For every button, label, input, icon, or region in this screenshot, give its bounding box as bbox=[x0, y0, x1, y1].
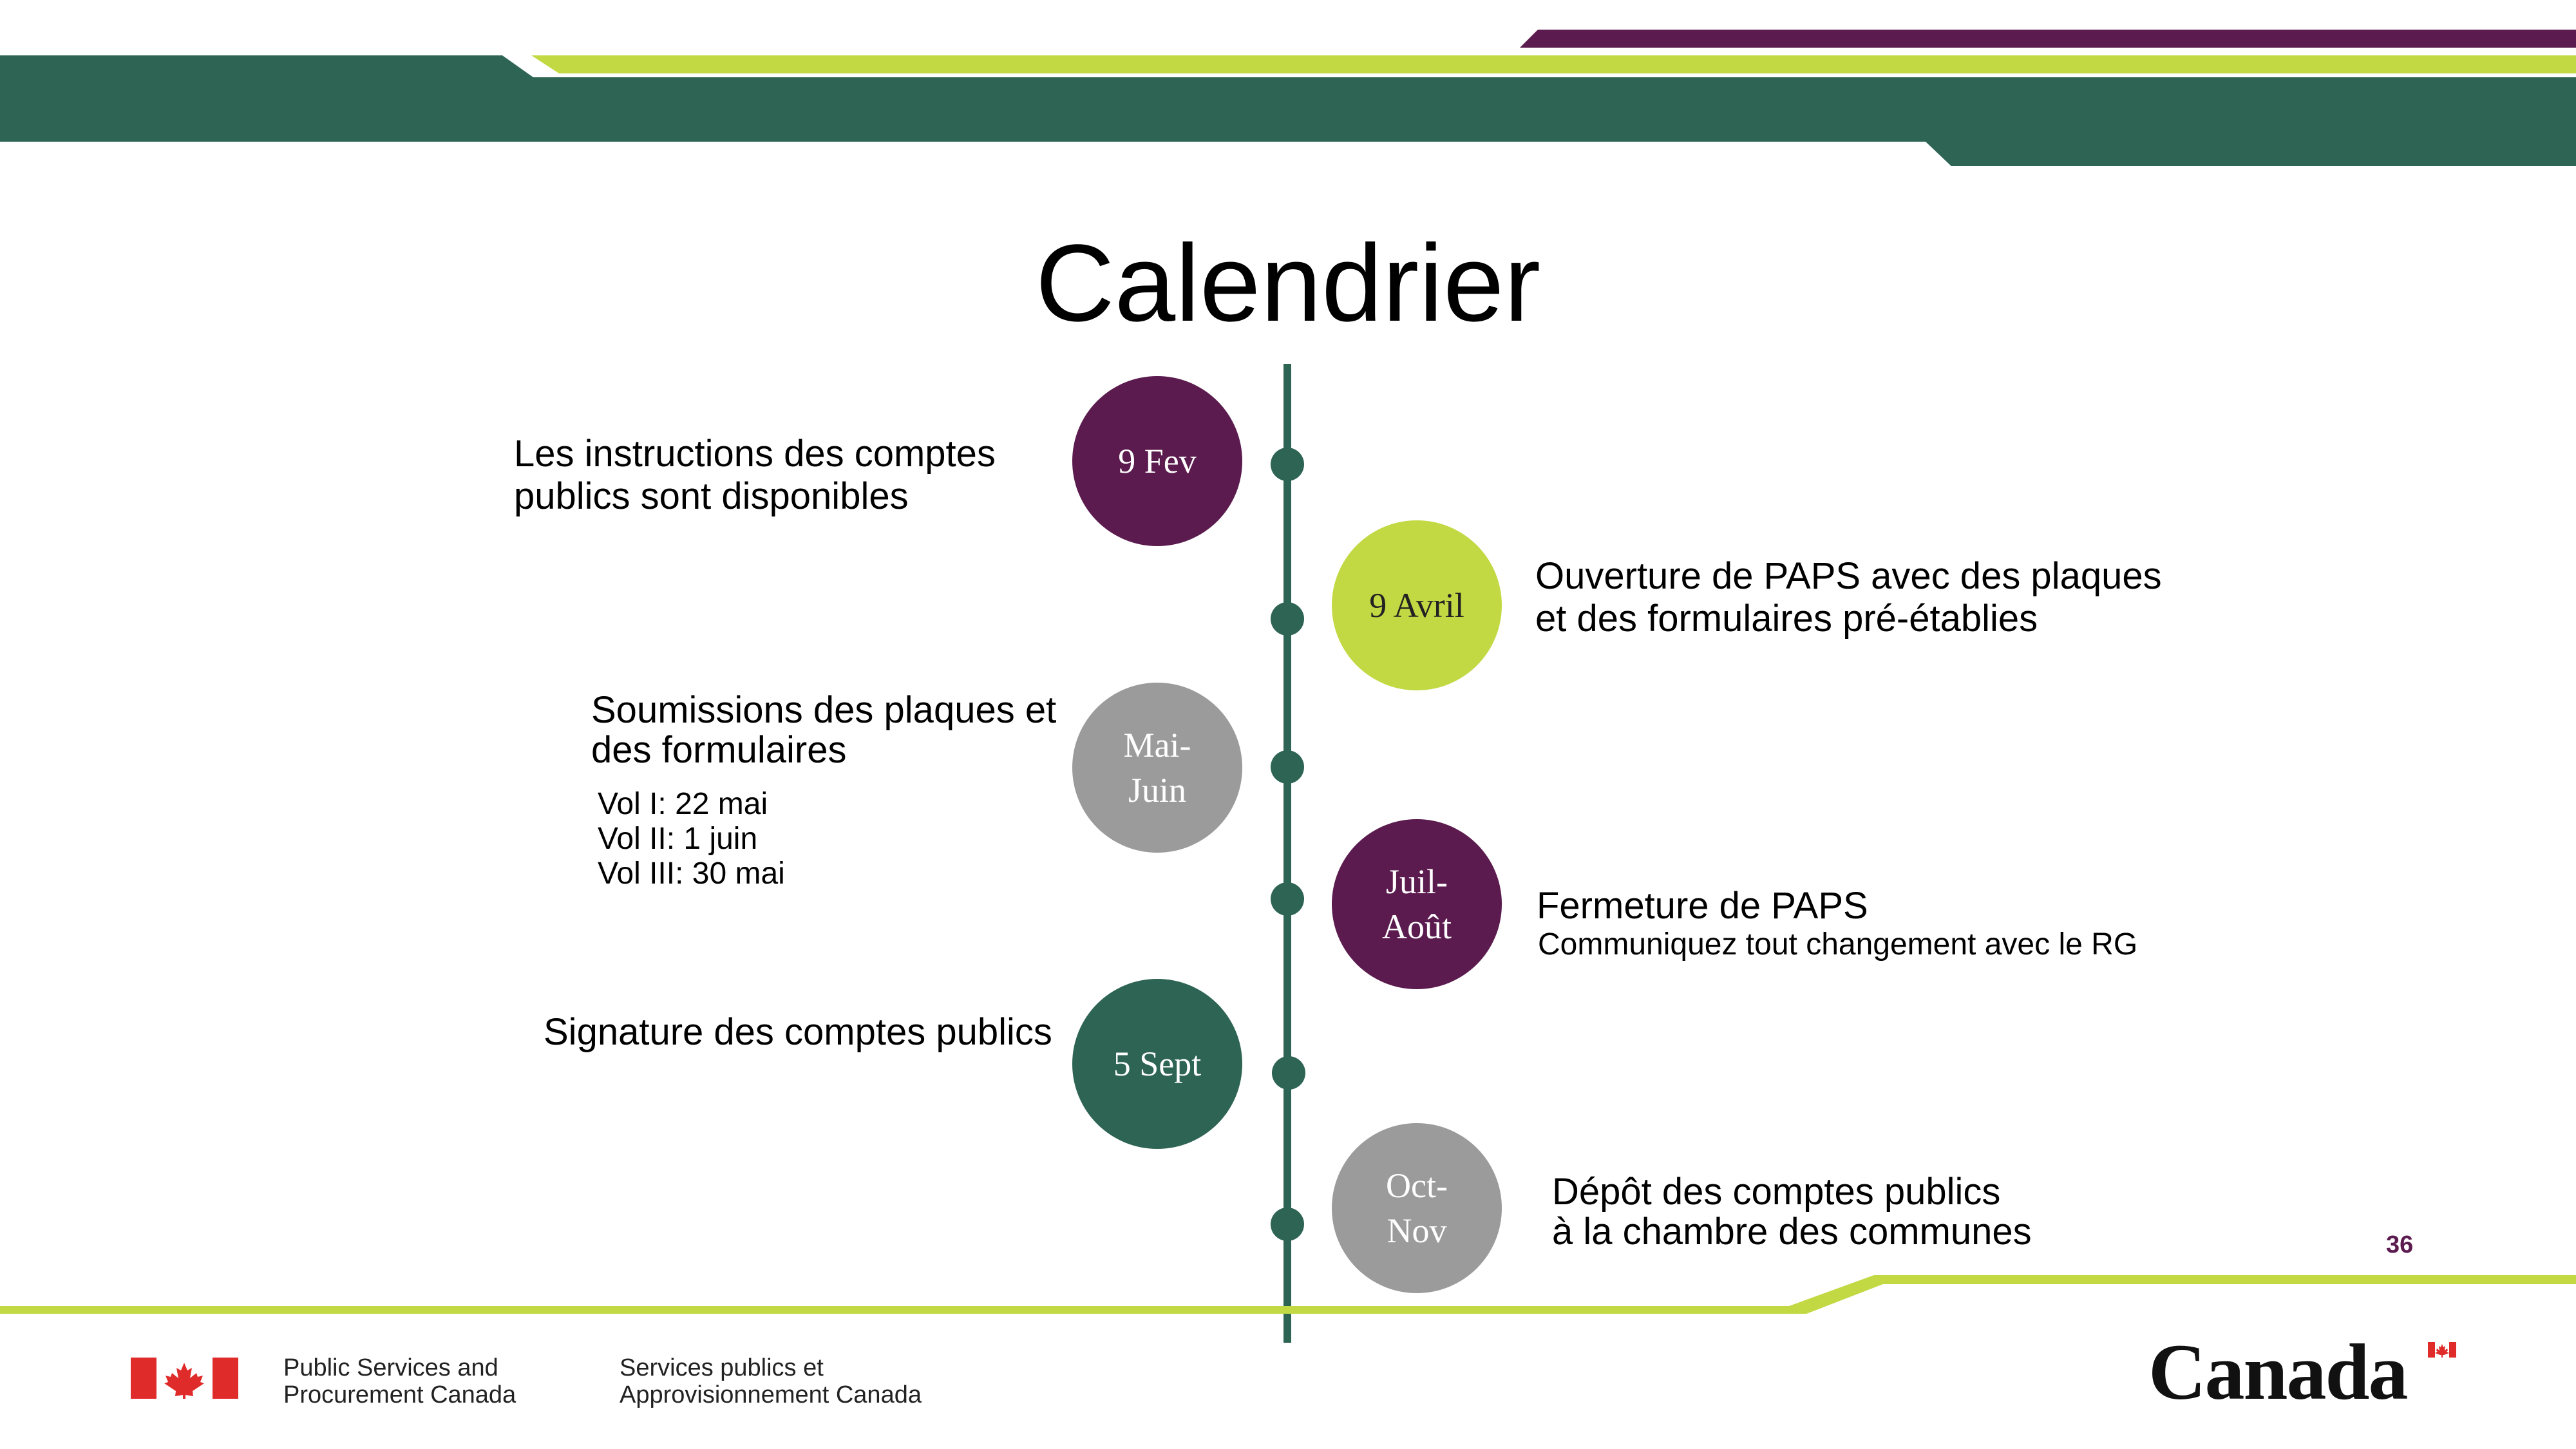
timeline-dot bbox=[1271, 750, 1304, 784]
event-subtext: Communiquez tout changement avec le RG bbox=[1538, 927, 2138, 961]
canada-flag-icon bbox=[131, 1358, 238, 1399]
date-circle-5-sept bbox=[1072, 979, 1242, 1149]
event-text: Fermeture de PAPS bbox=[1537, 885, 1868, 927]
page-title: Calendrier bbox=[1035, 222, 1541, 345]
date-label: Mai- Juin bbox=[1123, 726, 1191, 810]
department-name-fr: Services publics et Approvisionnement Canada bbox=[620, 1354, 922, 1408]
date-label: 9 Fev bbox=[1118, 442, 1197, 480]
timeline-dot bbox=[1271, 1208, 1304, 1241]
date-circle-mai-juin bbox=[1072, 683, 1242, 853]
canada-wordmark: Canada bbox=[2148, 1328, 2407, 1416]
timeline-dot bbox=[1271, 602, 1304, 636]
date-circle-9-fev bbox=[1072, 376, 1242, 546]
event-text: Soumissions des plaques et des formulaires bbox=[591, 689, 1057, 771]
canada-wordmark-flag-icon bbox=[2428, 1342, 2456, 1358]
header-bands bbox=[0, 0, 2576, 174]
date-circle-juil-aout bbox=[1332, 819, 1502, 989]
event-subtext: Vol I: 22 mai Vol II: 1 juin Vol III: 30 mai bbox=[598, 787, 785, 891]
date-circle-9-avril bbox=[1332, 520, 1502, 690]
event-text: Signature des comptes publics bbox=[544, 1011, 1052, 1053]
date-label: Oct- Nov bbox=[1386, 1166, 1448, 1250]
department-name-en: Public Services and Procurement Canada bbox=[283, 1354, 516, 1408]
timeline-dot bbox=[1271, 882, 1304, 916]
timeline-dot bbox=[1271, 448, 1304, 481]
page-number: 36 bbox=[2386, 1231, 2414, 1258]
event-text: Dépôt des comptes publics à la chambre des communes bbox=[1552, 1171, 2032, 1253]
date-label: 5 Sept bbox=[1113, 1045, 1202, 1083]
event-text: Ouverture de PAPS avec des plaques et des formulaires pré-établies bbox=[1535, 555, 2162, 639]
timeline-dot bbox=[1272, 1056, 1305, 1090]
event-text: Les instructions des comptes publics sont disponibles bbox=[514, 433, 996, 517]
timeline-axis bbox=[1283, 364, 1291, 1343]
date-label: Juil- Août bbox=[1382, 862, 1452, 946]
footer-band bbox=[0, 1262, 2576, 1314]
date-label: 9 Avril bbox=[1369, 586, 1464, 625]
